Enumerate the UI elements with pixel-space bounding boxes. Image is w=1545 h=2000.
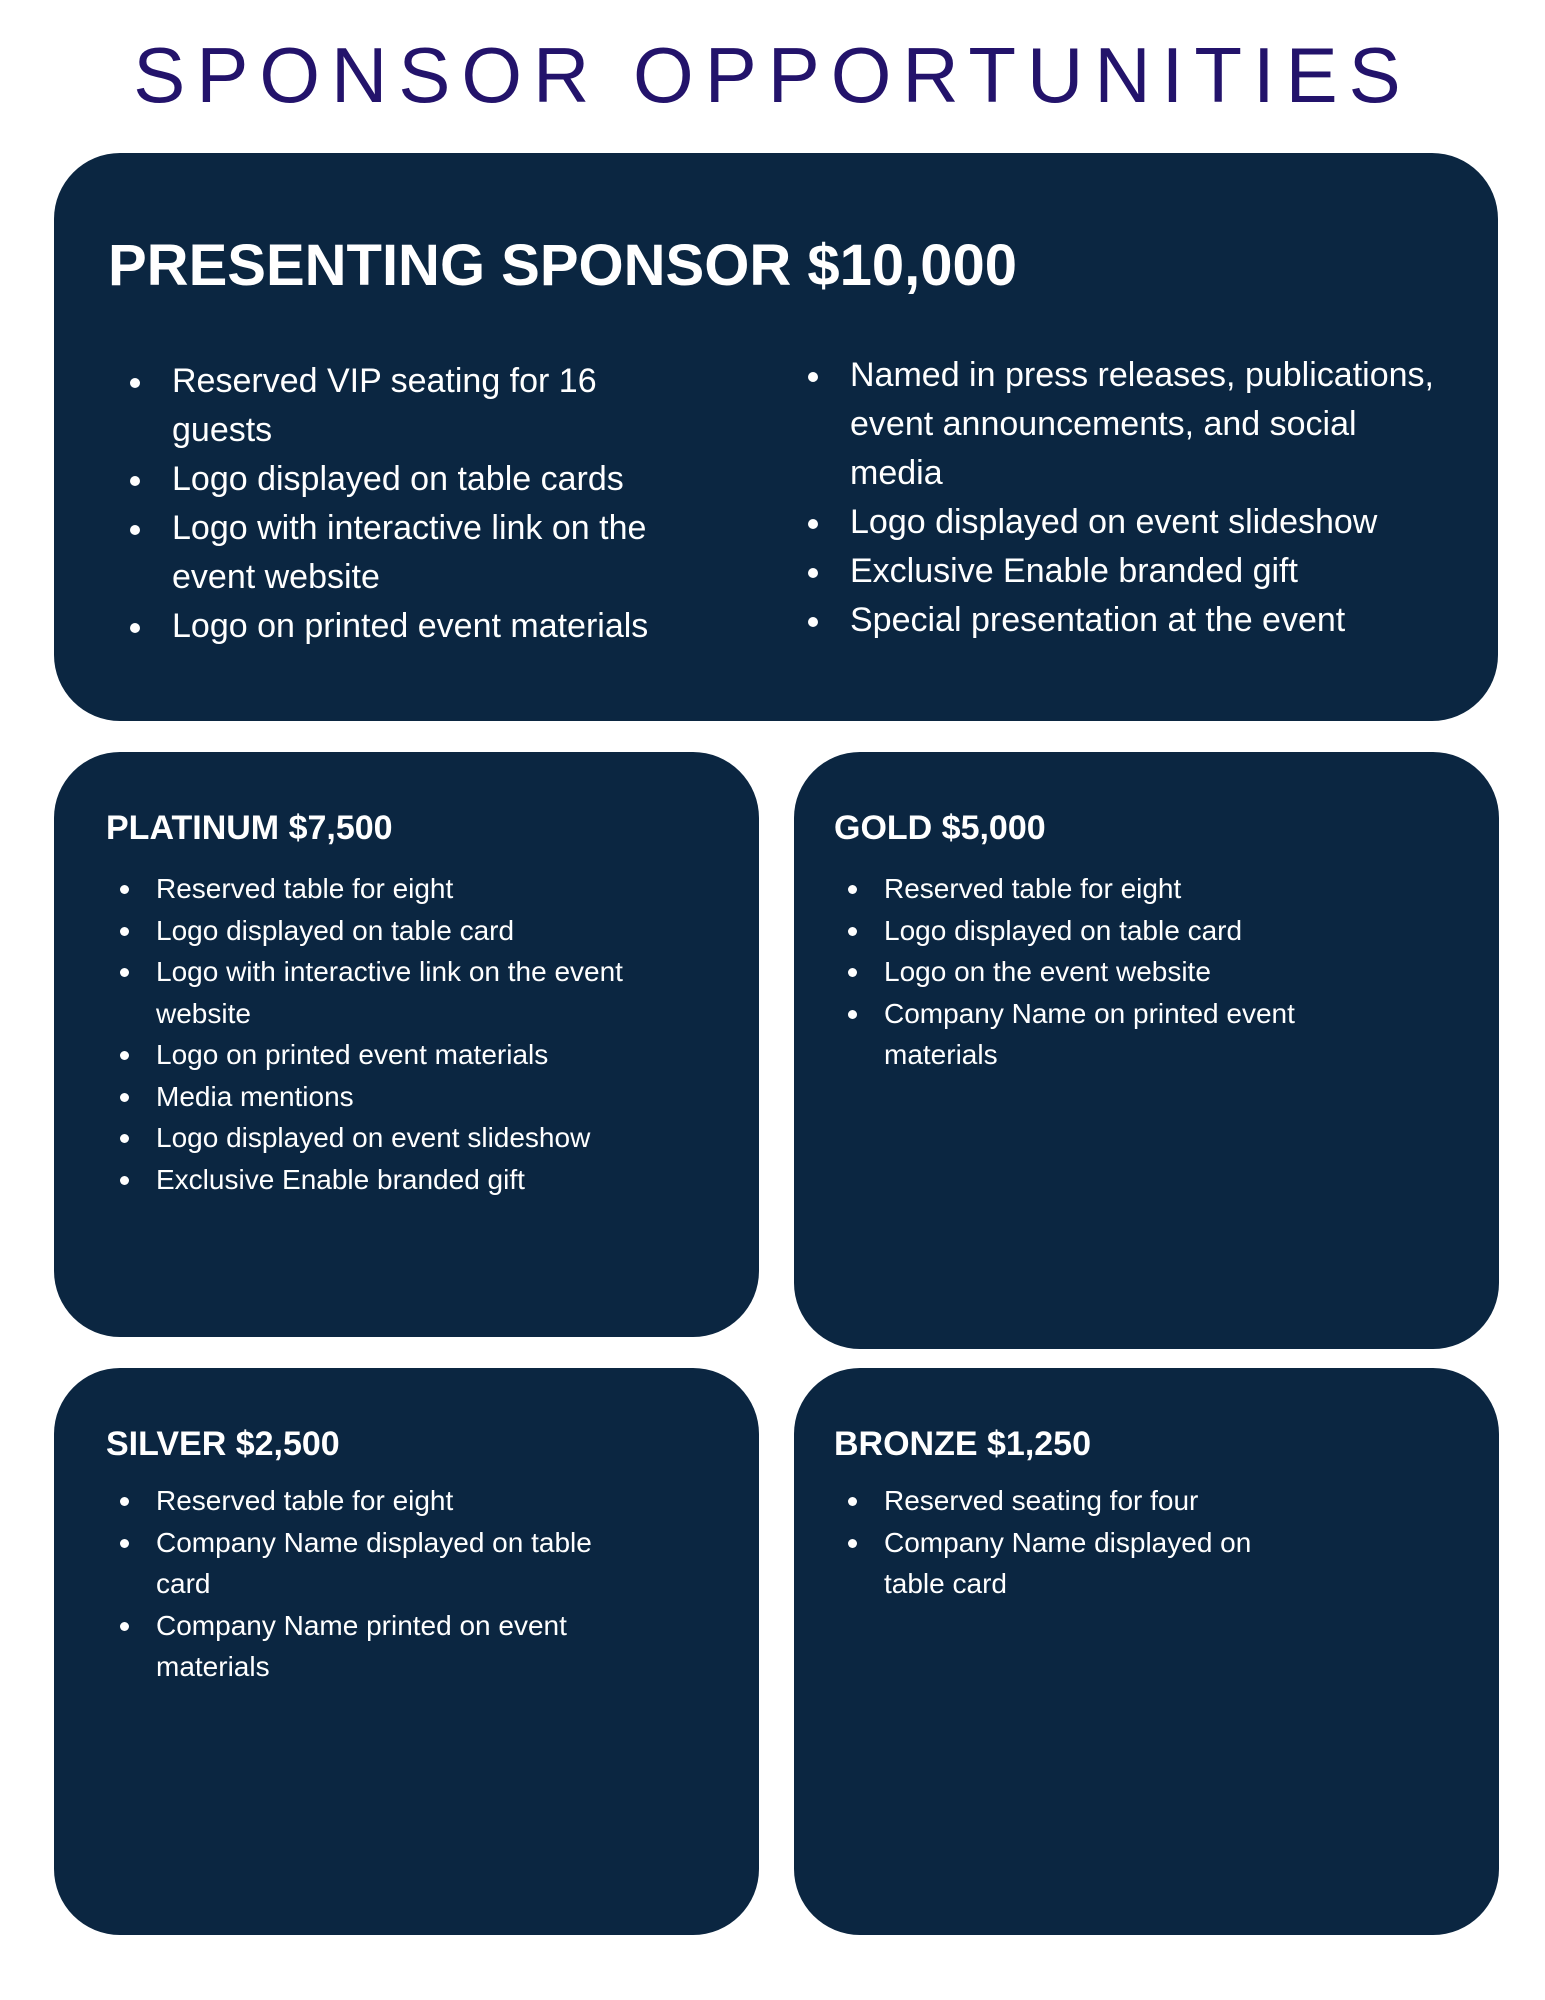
list-item: Reserved table for eight xyxy=(106,868,686,910)
page-title: SPONSOR OPPORTUNITIES xyxy=(133,31,1412,119)
list-item: Logo on printed event materials xyxy=(106,1034,686,1076)
presenting-benefits-left-list xyxy=(112,357,662,651)
gold-benefits-list xyxy=(834,868,1354,1076)
bronze-benefits-list xyxy=(834,1480,1274,1605)
list-item: Exclusive Enable branded gift xyxy=(790,547,1440,596)
gold-sponsor-card xyxy=(794,752,1499,1349)
list-item: Exclusive Enable branded gift xyxy=(106,1159,686,1201)
bronze-sponsor-card xyxy=(794,1368,1499,1935)
list-item: Company Name printed on event materials xyxy=(106,1605,646,1688)
list-item: Media mentions xyxy=(106,1076,686,1118)
list-item: Reserved table for eight xyxy=(106,1480,646,1522)
list-item: Named in press releases, publications, event announcements, and social media xyxy=(790,351,1440,498)
silver-title: SILVER $2,500 xyxy=(106,1425,340,1463)
platinum-sponsor-card xyxy=(54,752,759,1337)
presenting-sponsor-title: PRESENTING SPONSOR $10,000 xyxy=(108,233,1017,298)
presenting-benefits-right-list xyxy=(790,351,1440,645)
list-item: Company Name displayed on table card xyxy=(106,1522,646,1605)
list-item: Company Name displayed on table card xyxy=(834,1522,1274,1605)
platinum-benefits-list xyxy=(106,868,686,1200)
list-item: Company Name on printed event materials xyxy=(834,993,1354,1076)
bronze-title: BRONZE $1,250 xyxy=(834,1425,1091,1463)
list-item: Logo displayed on table card xyxy=(106,910,686,952)
list-item: Reserved seating for four xyxy=(834,1480,1274,1522)
platinum-title: PLATINUM $7,500 xyxy=(106,809,393,847)
silver-sponsor-card xyxy=(54,1368,759,1935)
gold-title: GOLD $5,000 xyxy=(834,809,1046,847)
list-item: Logo with interactive link on the event website xyxy=(112,504,662,602)
list-item: Logo displayed on table card xyxy=(834,910,1354,952)
list-item: Special presentation at the event xyxy=(790,596,1440,645)
list-item: Logo on printed event materials xyxy=(112,602,662,651)
list-item: Logo displayed on event slideshow xyxy=(106,1117,686,1159)
silver-benefits-list xyxy=(106,1480,646,1688)
list-item: Logo with interactive link on the event website xyxy=(106,951,686,1034)
list-item: Reserved table for eight xyxy=(834,868,1354,910)
list-item: Logo displayed on event slideshow xyxy=(790,498,1440,547)
presenting-sponsor-card xyxy=(54,153,1498,721)
list-item: Logo displayed on table cards xyxy=(112,455,662,504)
list-item: Reserved VIP seating for 16 guests xyxy=(112,357,662,455)
list-item: Logo on the event website xyxy=(834,951,1354,993)
